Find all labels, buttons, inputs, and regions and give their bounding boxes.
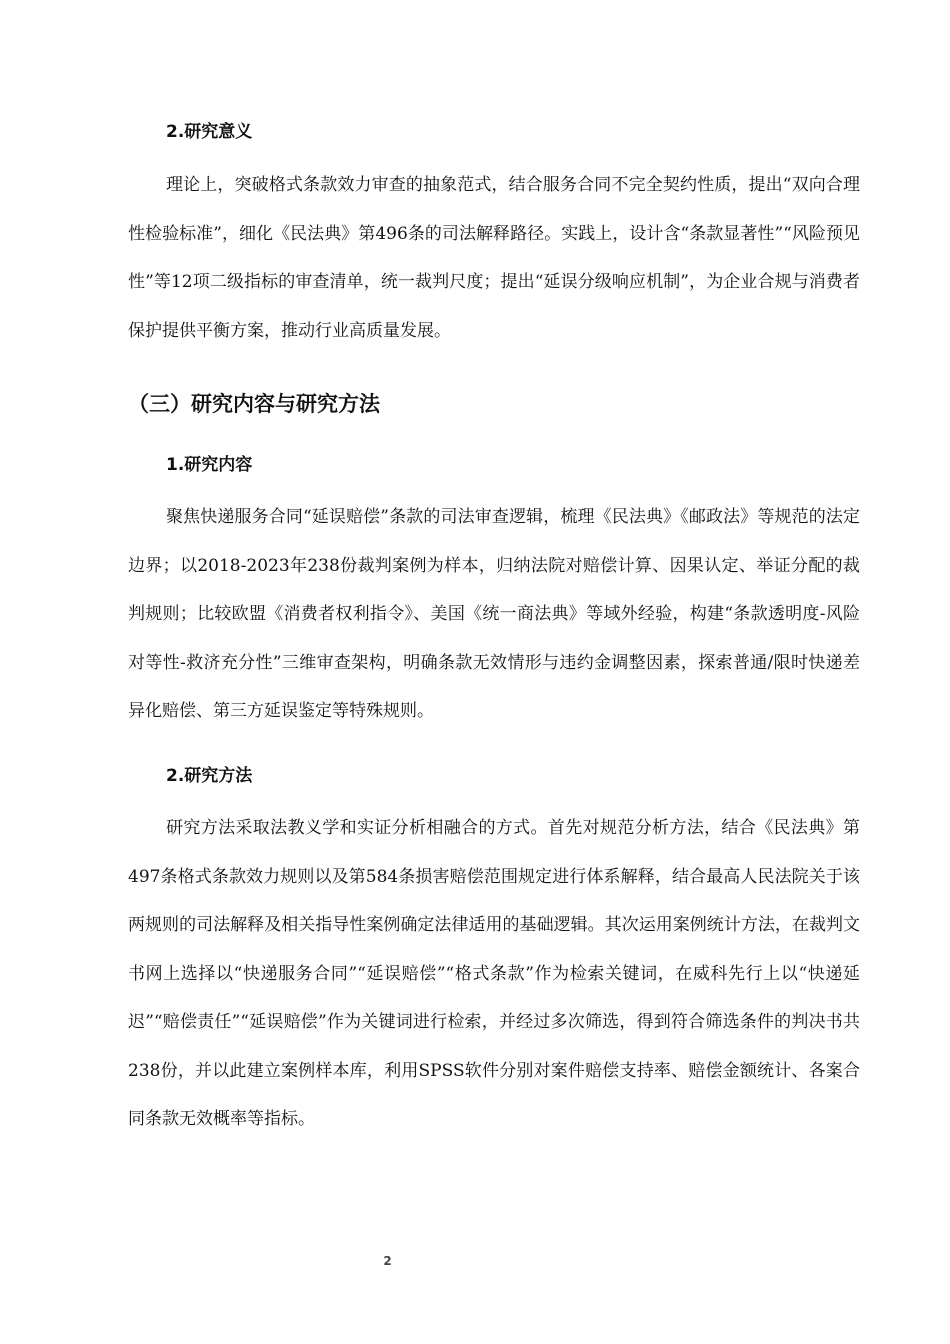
chapter-heading-content-and-methods: （三）研究内容与研究方法 [128,392,380,416]
section-heading-research-significance: 2.研究意义 [166,122,253,142]
section-heading-research-methods: 2.研究方法 [166,766,253,786]
section-heading-research-content: 1.研究内容 [166,455,253,475]
paragraph-research-significance: 理论上，突破格式条款效力审查的抽象范式，结合服务合同不完全契约性质，提出“双向合理性检验标准”，细化《民法典》第496条的司法解释路径。实践上，设计含“条款显著性”“风险预见性”等12项二级指标的审查清单，统一裁判尺度；提出“延误分级响应机制”，为企业合规与消费者保护提供平衡方案，推动行业高质量发展。 [128,175,860,341]
paragraph-research-methods: 研究方法采取法教义学和实证分析相融合的方式。首先对规范分析方法，结合《民法典》第497条格式条款效力规则以及第584条损害赔偿范围规定进行体系解释，结合最高人民法院关于该两规则的司法解释及相关指导性案例确定法律适用的基础逻辑。其次运用案例统计方法，在裁判文书网上选择以“快递服务合同”“延误赔偿”“格式条款”作为检索关键词，在威科先行上以“快递延迟”“赔偿责任”“延误赔偿”作为关键词进行检索，并经过多次筛选，得到符合筛选条件的判决书共238份，并以此建立案例样本库，利用SPSS软件分别对案件赔偿支持率、赔偿金额统计、各案合同条款无效概率等指标。 [128,818,860,1129]
paragraph-research-content: 聚焦快递服务合同“延误赔偿”条款的司法审查逻辑，梳理《民法典》《邮政法》等规范的法定边界；以2018-2023年238份裁判案例为样本，归纳法院对赔偿计算、因果认定、举证分配的裁判规则；比较欧盟《消费者权利指令》、美国《统一商法典》等域外经验，构建“条款透明度-风险对等性-救济充分性”三维审查架构，明确条款无效情形与违约金调整因素，探索普通/限时快递差异化赔偿、第三方延误鉴定等特殊规则。 [128,507,860,721]
page-number: 2 [383,1254,392,1268]
